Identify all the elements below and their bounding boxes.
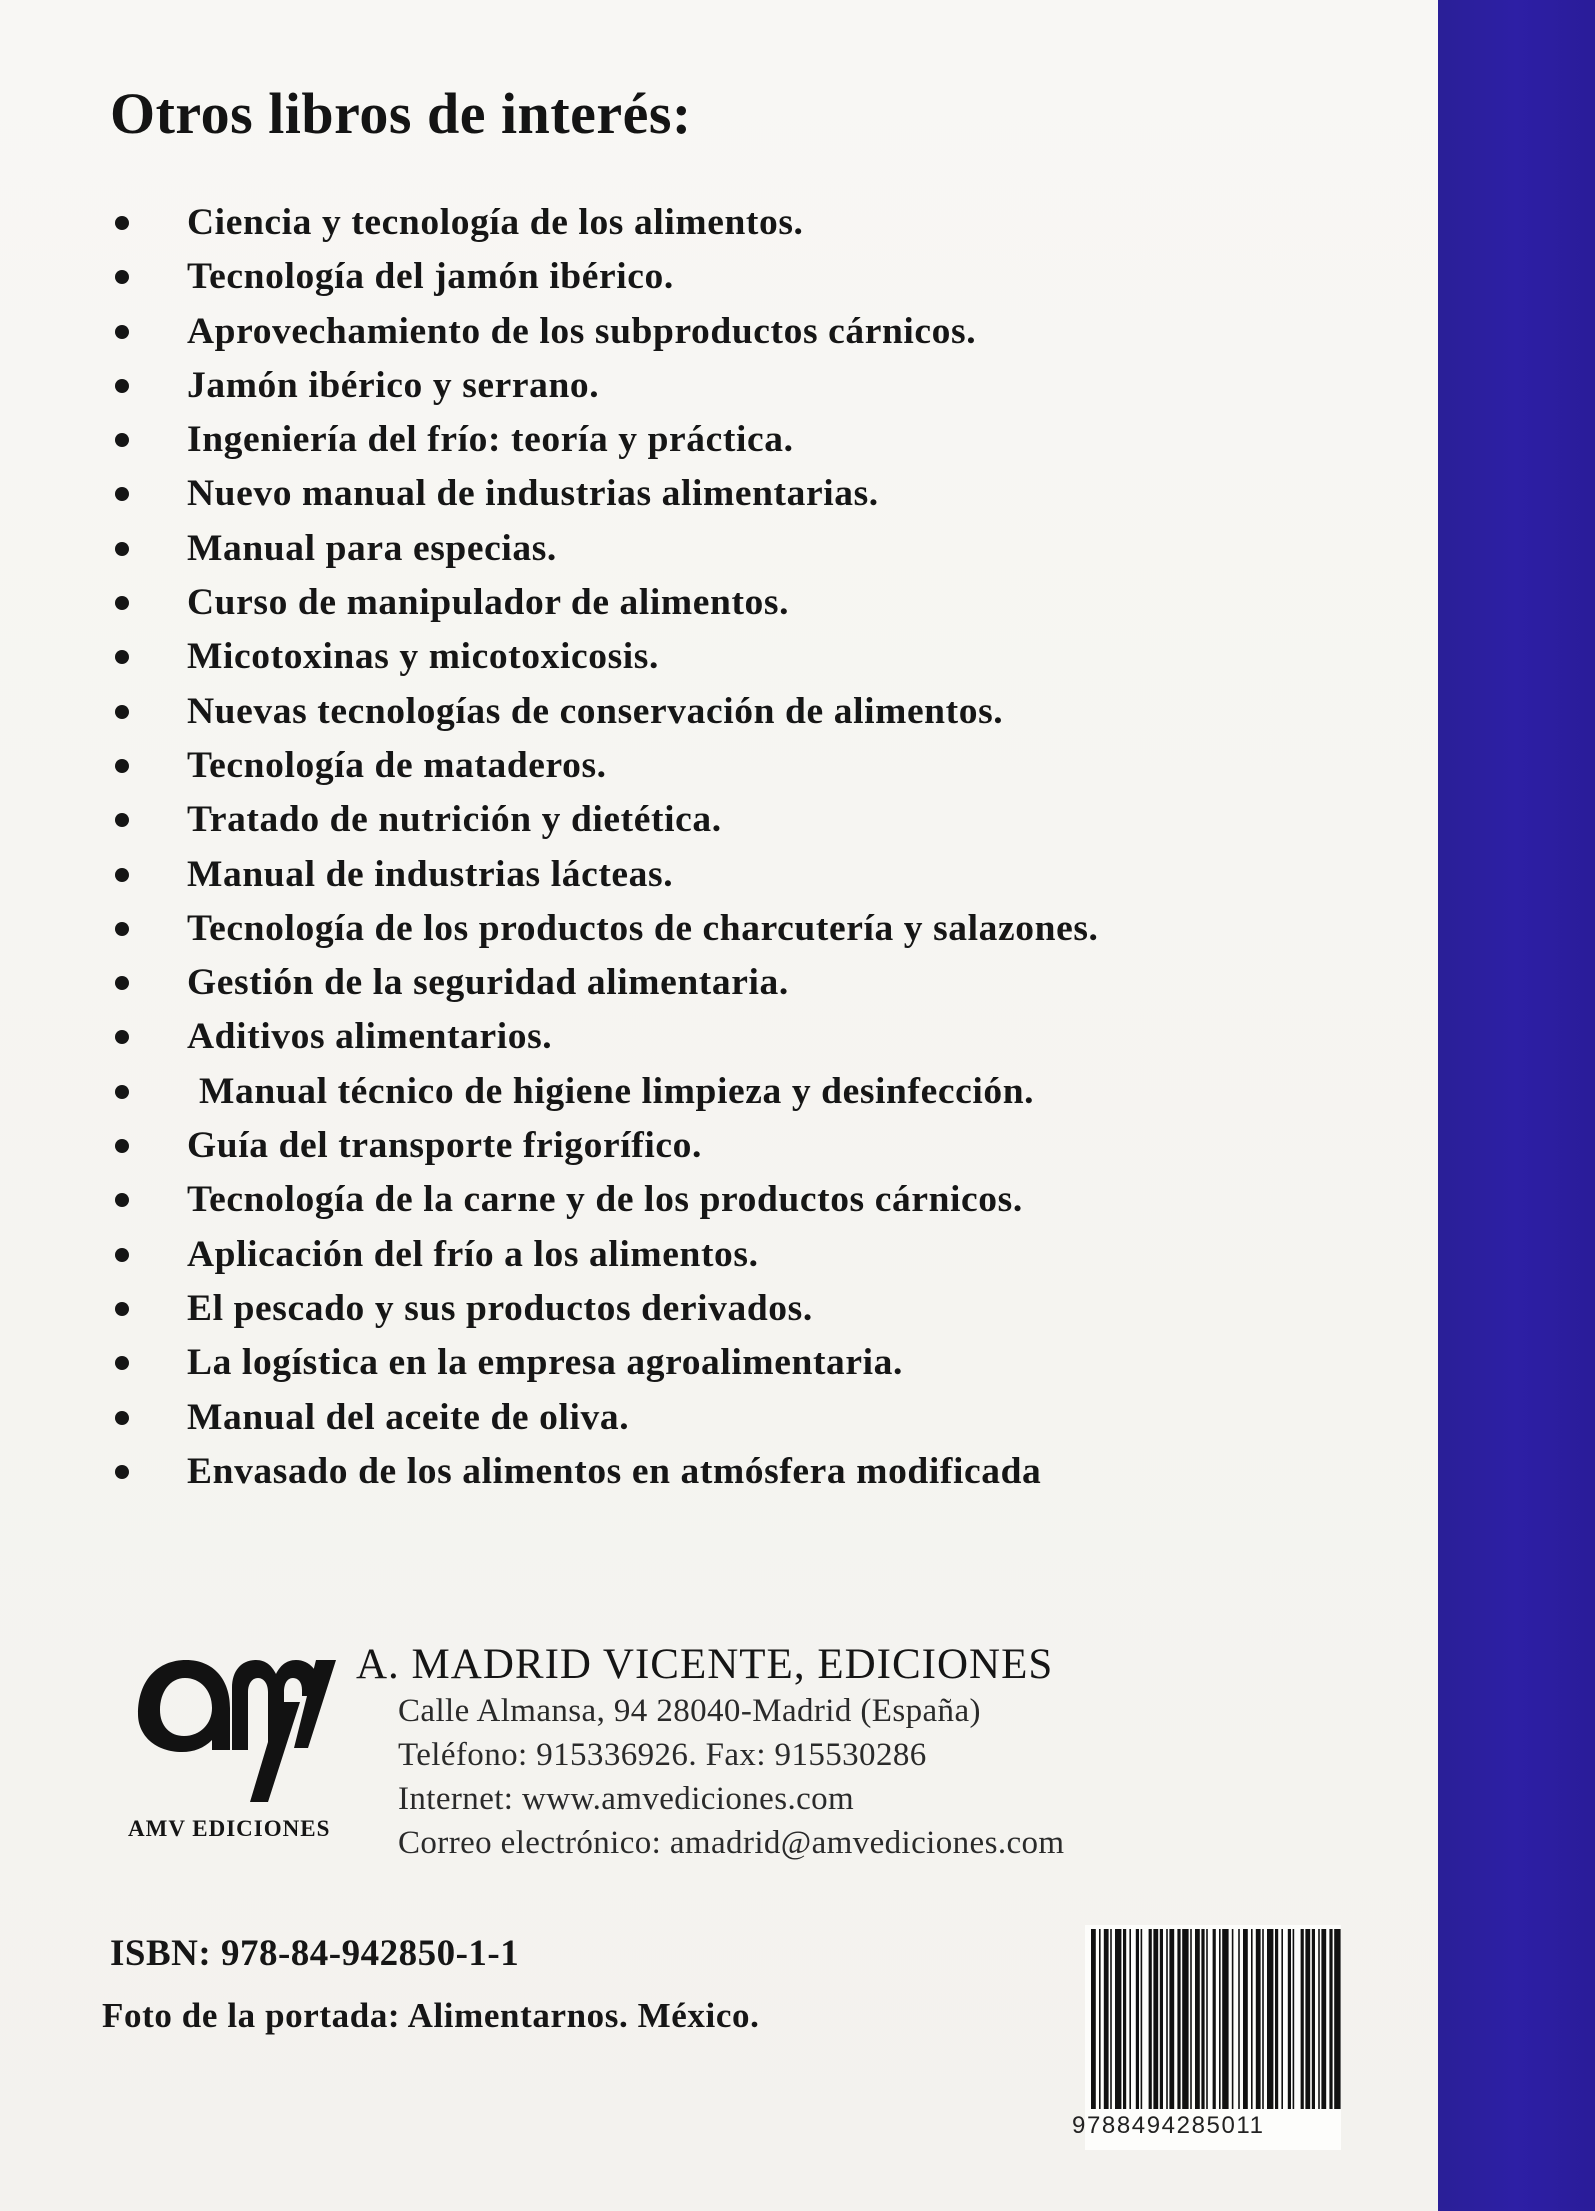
barcode-bar xyxy=(1301,1929,1304,2109)
barcode-bar xyxy=(1123,1929,1126,2109)
bullet-dot-icon xyxy=(115,1085,129,1099)
book-title: Guía del transporte frigorífico. xyxy=(187,1125,702,1167)
book-title: Micotoxinas y micotoxicosis. xyxy=(187,636,659,678)
book-title: Manual para especias. xyxy=(187,527,557,569)
bullet-dot-icon xyxy=(115,379,129,393)
barcode-bar xyxy=(1182,1929,1188,2109)
bullet-dot-icon xyxy=(115,922,129,936)
book-title: Tecnología de los productos de charcutería y salazones. xyxy=(187,907,1099,949)
barcode-bar xyxy=(1206,1929,1208,2109)
book-title: Curso de manipulador de alimentos. xyxy=(187,582,790,624)
book-title: Ingeniería del frío: teoría y práctica. xyxy=(187,419,794,461)
barcode-bar xyxy=(1149,1929,1152,2109)
bullet-dot-icon xyxy=(115,759,129,773)
barcode-bar xyxy=(1141,1929,1143,2109)
publisher-email: Correo electrónico: amadrid@amvediciones.com xyxy=(398,1825,1065,1861)
barcode-bar xyxy=(1099,1929,1101,2109)
publisher-name: A. MADRID VICENTE, EDICIONES xyxy=(356,1641,1054,1688)
book-title: Nuevo manual de industrias alimentarias. xyxy=(187,473,879,515)
barcode-bar xyxy=(1281,1929,1283,2109)
book-title: Tecnología del jamón ibérico. xyxy=(187,256,674,298)
barcode-bar xyxy=(1201,1929,1204,2109)
barcode-bar xyxy=(1153,1929,1158,2109)
bullet-dot-icon xyxy=(115,1302,129,1316)
barcode-bar xyxy=(1232,1929,1234,2109)
barcode-bar xyxy=(1110,1929,1112,2109)
book-title: Aditivos alimentarios. xyxy=(187,1016,553,1058)
book-title: Manual del aceite de oliva. xyxy=(187,1396,630,1438)
book-title: Gestión de la seguridad alimentaria. xyxy=(187,962,789,1004)
barcode-bar xyxy=(1321,1929,1326,2109)
logo-caption: AMV EDICIONES xyxy=(128,1816,331,1841)
barcode-bar xyxy=(1334,1929,1340,2109)
barcode-bar xyxy=(1115,1929,1121,2109)
bullet-dot-icon xyxy=(115,325,129,339)
barcode-bar xyxy=(1136,1929,1139,2109)
book-title: La logística en la empresa agroalimentaria. xyxy=(187,1342,903,1384)
book-title: Aplicación del frío a los alimentos. xyxy=(187,1233,759,1275)
barcode-bar xyxy=(1318,1929,1320,2109)
book-title: Jamón ibérico y serrano. xyxy=(187,364,600,406)
bullet-dot-icon xyxy=(115,1465,129,1479)
barcode-bar xyxy=(1293,1929,1295,2109)
bullet-dot-icon xyxy=(115,1139,129,1153)
book-title: Envasado de los alimentos en atmósfera modificada xyxy=(187,1450,1042,1492)
barcode-bar xyxy=(1238,1929,1240,2109)
page-title: Otros libros de interés: xyxy=(110,81,692,146)
bullet-dot-icon xyxy=(115,705,129,719)
barcode-bar xyxy=(1222,1929,1228,2109)
barcode-bar xyxy=(1243,1929,1248,2109)
book-title: Ciencia y tecnología de los alimentos. xyxy=(187,202,804,243)
barcode-bar xyxy=(1091,1929,1096,2109)
book-title: Tratado de nutrición y dietética. xyxy=(187,799,722,841)
amv-logo xyxy=(130,1652,340,1802)
book-title: Tecnología de mataderos. xyxy=(187,744,607,786)
barcode-bar xyxy=(1166,1929,1168,2109)
barcode-bar xyxy=(1288,1929,1291,2109)
logo-letter-v xyxy=(250,1660,336,1802)
barcode-bar xyxy=(1219,1929,1221,2109)
barcode-bar xyxy=(1275,1929,1278,2109)
barcode-bar xyxy=(1256,1929,1261,2109)
barcode-bar xyxy=(1329,1929,1332,2109)
bullet-dot-icon xyxy=(115,216,129,230)
barcode-bar xyxy=(1305,1929,1310,2109)
bullet-dot-icon xyxy=(115,1411,129,1425)
logo-letter-a xyxy=(138,1660,230,1752)
barcode-bar xyxy=(1262,1929,1264,2109)
book-title: Manual de industrias lácteas. xyxy=(187,853,674,895)
publisher-phone: Teléfono: 915336926. Fax: 915530286 xyxy=(398,1737,927,1773)
barcode-bar xyxy=(1190,1929,1192,2109)
barcode-bar xyxy=(1312,1929,1315,2109)
book-title: Nuevas tecnologías de conservación de alimentos. xyxy=(187,690,1004,732)
barcode-bar xyxy=(1213,1929,1216,2109)
barcode-bar xyxy=(1177,1929,1180,2109)
publisher-website: Internet: www.amvediciones.com xyxy=(398,1781,855,1817)
isbn: ISBN: 978-84-942850-1-1 xyxy=(110,1933,520,1974)
barcode-bar xyxy=(1251,1929,1253,2109)
blue-spine-stripe xyxy=(1438,0,1595,2211)
barcode-bar xyxy=(1267,1929,1273,2109)
book-title: El pescado y sus productos derivados. xyxy=(187,1287,813,1329)
barcode-bar xyxy=(1160,1929,1163,2109)
bullet-dot-icon xyxy=(115,542,129,556)
barcode-number: 9788494285011 xyxy=(1072,2112,1265,2139)
barcode-bar xyxy=(1129,1929,1131,2109)
bullet-dot-icon xyxy=(115,596,129,610)
barcode-bar xyxy=(1195,1929,1200,2109)
photo-credit: Foto de la portada: Alimentarnos. México. xyxy=(102,1996,760,2035)
publisher-address: Calle Almansa, 94 28040-Madrid (España) xyxy=(398,1693,981,1729)
barcode-bar xyxy=(1104,1929,1109,2109)
bullet-dot-icon xyxy=(115,868,129,882)
book-title: Aprovechamiento de los subproductos cárnicos. xyxy=(187,310,977,352)
barcode-bar xyxy=(1169,1929,1174,2109)
book-title: Manual técnico de higiene limpieza y desinfección. xyxy=(199,1070,1035,1112)
bullet-dot-icon xyxy=(115,1248,129,1262)
book-title: Tecnología de la carne y de los productos cárnicos. xyxy=(187,1179,1023,1221)
